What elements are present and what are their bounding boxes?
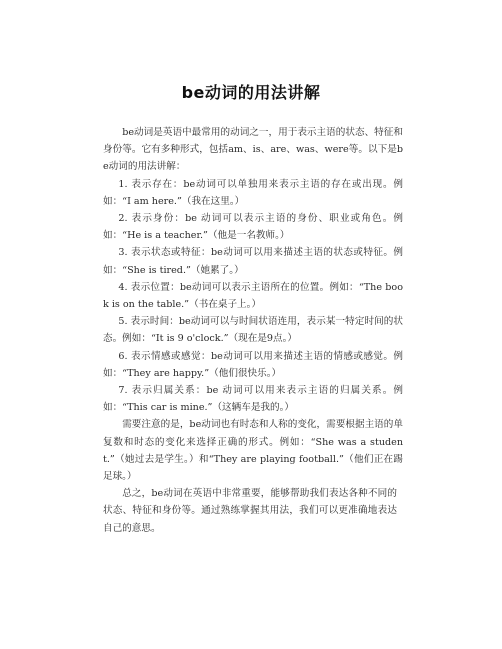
document-title: be动词的用法讲解 [181,83,321,102]
list-item-location: 4. 表示位置：be动词可以表示主语所在的位置。例如：“The book is on the table.”（书在桌子上。） [103,281,403,311]
summary-paragraph: 总之，be动词在英语中非常重要，能够帮助我们表达各种不同的状态、特征和身份等。通过熟练掌握其用法，我们可以更准确地表达自己的意思。 [103,488,397,534]
list-item-emotion: 6. 表示情感或感觉：be动词可以用来描述主语的情感或感觉。例如：“They are happy.”（他们很快乐。） [103,350,403,379]
document-body [103,124,403,537]
intro-paragraph: be动词是英语中最常用的动词之一，用于表示主语的状态、特征和身份等。它有多种形式，包括am、is、are、was、were等。以下是be动词的用法讲解： [103,127,403,173]
note-paragraph: 需要注意的是，be动词也有时态和人称的变化，需要根据主语的单复数和时态的变化来选择正确的形式。例如：“She was a student.”（她过去是学生。）和“They are playing football.”（他们正在踢足球。） [103,419,403,483]
list-item-state: 3. 表示状态或特征：be动词可以用来描述主语的状态或特征。例如：“She is tired.”（她累了。） [103,247,403,276]
list-item-time: 5. 表示时间：be动词可以与时间状语连用，表示某一特定时间的状态。例如：“It is 9 o'clock.”（现在是9点。） [103,316,403,345]
list-item-identity: 2. 表示身份：be 动词可以表示主语的身份、职业或角色。例如：“He is a teacher.”（他是一名教师。） [103,213,403,242]
list-item-existence: 1. 表示存在：be动词可以单独用来表示主语的存在或出现。例如：“I am here.”（我在这里。） [103,178,403,207]
list-item-possession: 7. 表示归属关系：be 动词可以用来表示主语的归属关系。例如：“This car is mine.”（这辆车是我的。） [103,385,403,414]
